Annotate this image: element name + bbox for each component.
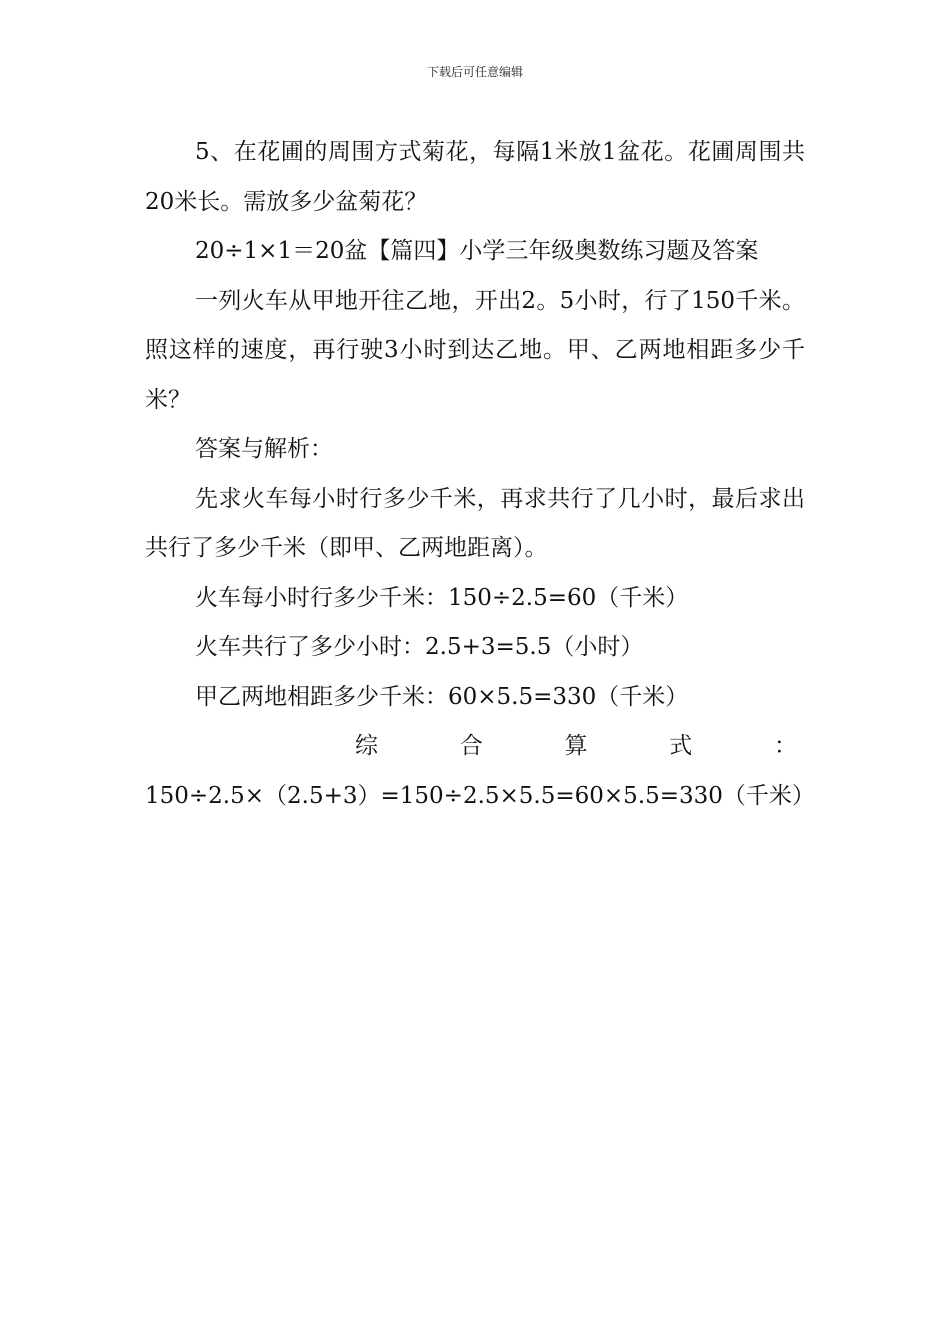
formula-label-char: 综	[355, 733, 378, 759]
paragraph-speed-step: 火车每小时行多少千米：150÷2.5=60（千米）	[195, 584, 689, 611]
formula-label-char: ：	[774, 733, 797, 759]
paragraph-answer-and-section-title: 20÷1×1＝20盆【篇四】小学三年级奥数练习题及答案	[195, 238, 759, 264]
combined-formula-expression: 150÷2.5×（2.5+3）=150÷2.5×5.5=60×5.5=330（千米）	[145, 782, 815, 809]
combined-formula-label	[145, 722, 805, 772]
paragraph-distance-step: 甲乙两地相距多少千米：60×5.5=330（千米）	[195, 683, 689, 710]
paragraph-time-step: 火车共行了多少小时：2.5+3=5.5（小时）	[195, 634, 644, 660]
formula-label-char: 算	[564, 733, 588, 759]
paragraph-problem-5: 5、在花圃的周围方式菊花，每隔1米放1盆花。花圃周围共20米长。需放多少盆菊花？	[145, 139, 805, 215]
formula-label-char: 式	[669, 733, 693, 759]
formula-label-char: 合	[459, 733, 483, 759]
paragraph-answer-heading: 答案与解析：	[195, 436, 333, 462]
page-header-note: 下载后可任意编辑	[426, 65, 523, 79]
paragraph-train-problem: 一列火车从甲地开往乙地，开出2。5小时，行了150千米。照这样的速度，再行驶3小时到达乙地。甲、乙两地相距多少千米？	[145, 287, 805, 413]
document-body	[145, 128, 815, 821]
paragraph-solution-approach: 先求火车每小时行多少千米，再求共行了几小时，最后求出共行了多少千米（即甲、乙两地距离）。	[145, 485, 805, 561]
